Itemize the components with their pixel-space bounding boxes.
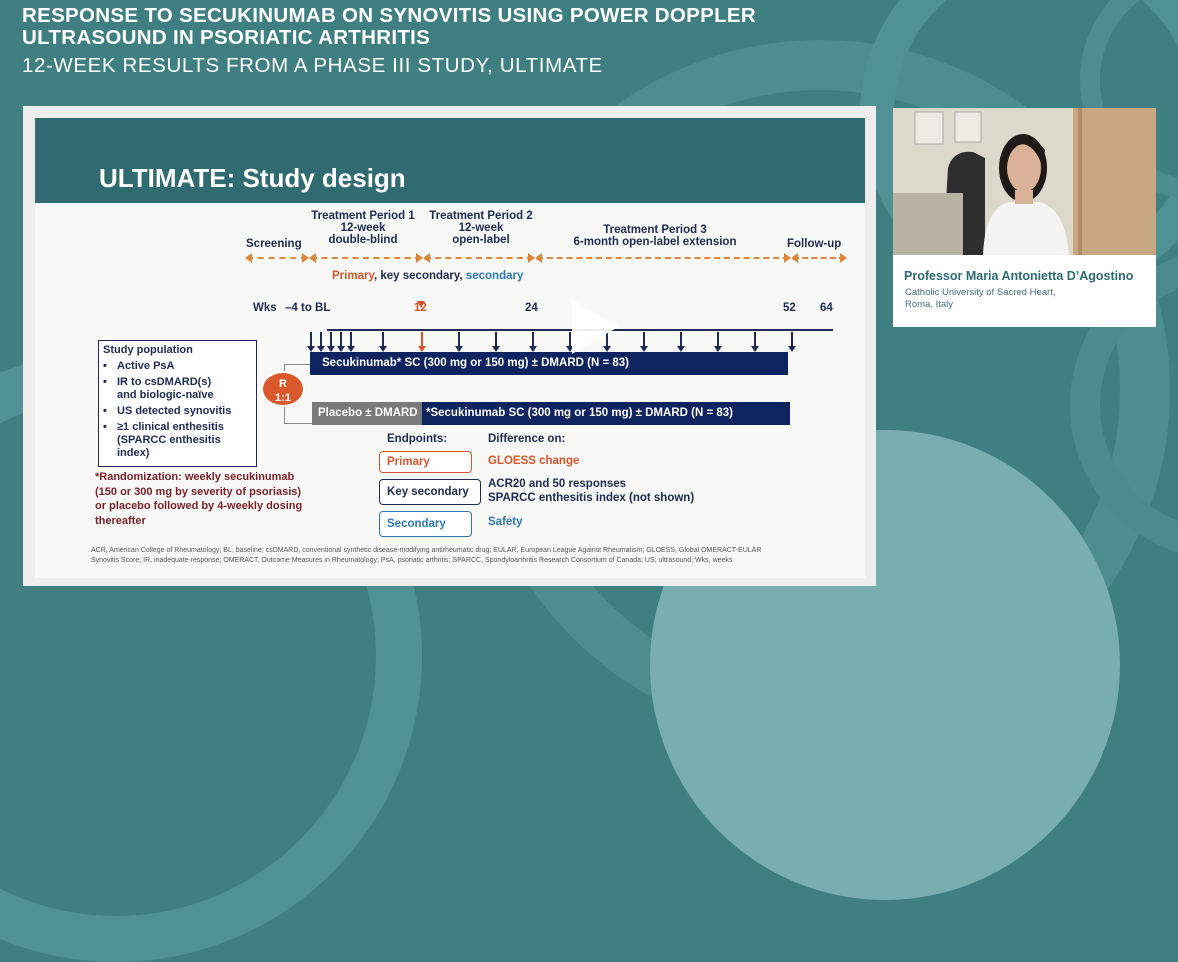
week-64: 64: [820, 302, 833, 314]
primary-endpoint-box: Primary: [379, 451, 472, 473]
key-secondary-endpoint-box: Key secondary: [379, 479, 481, 505]
key-secondary-endpoint-value: [488, 477, 694, 505]
randomization-note: [95, 470, 302, 528]
footnote-line: Synovitis Score; IR, inadequate response; OMERACT, Outcome Measures in Rheumatology; PsA, psoriatic arthritis; SPARCC, Spondyloarthritis Research Consortium of Canada; US, ultrasound; Wks, weeks: [91, 557, 733, 564]
period-screening: Screening: [246, 238, 302, 250]
week-52: 52: [783, 302, 796, 314]
week-baseline: –4 to BL: [285, 302, 331, 314]
period-1-duration: 12-week: [340, 222, 386, 234]
placebo-switch-arm-bar: *Secukinumab SC (300 mg or 150 mg) ± DMARD (N = 83): [422, 402, 790, 425]
period-2-title: Treatment Period 2: [429, 210, 533, 222]
population-item: • Active PsA: [103, 360, 175, 372]
primary-endpoint-value: GLOESS change: [488, 455, 580, 467]
week-12: 12: [414, 302, 427, 314]
arrow-screening: [247, 257, 307, 259]
population-item: • IR to csDMARD(s): [103, 376, 212, 388]
weeks-label: Wks: [253, 302, 277, 314]
week-24: 24: [525, 302, 538, 314]
study-population-title: Study population: [103, 344, 193, 356]
visit-tick: [791, 332, 793, 348]
population-item: • ≥1 clinical enthesitis: [103, 421, 224, 433]
visit-tick-week-12: [421, 332, 423, 348]
speaker-panel: [893, 108, 1156, 327]
slide: [35, 118, 865, 578]
population-item-cont: (SPARCC enthesitis: [117, 434, 221, 446]
secukinumab-arm-bar: Secukinumab* SC (300 mg or 150 mg) ± DMARD (N = 83): [310, 352, 788, 375]
visit-tick: [458, 332, 460, 348]
visit-tick: [754, 332, 756, 348]
randomization-ratio: 1:1: [275, 392, 291, 404]
period-followup: Follow-up: [787, 238, 842, 250]
randomization-note-line: thereafter: [95, 514, 146, 527]
key-secondary-value-line: ACR20 and 50 responses: [488, 478, 627, 490]
visit-tick: [310, 332, 312, 348]
visit-tick: [643, 332, 645, 348]
endpoint-legend: [332, 270, 523, 282]
arrow-period-2: [425, 257, 533, 259]
speaker-affiliation-line: Catholic University of Sacred Heart,: [905, 287, 1056, 298]
speaker-name: Professor Maria Antonietta D’Agostino: [904, 269, 1134, 283]
randomization-circle: [261, 371, 305, 407]
study-population-box: [98, 340, 257, 467]
period-2-duration: 12-week: [458, 222, 504, 234]
visit-tick: [680, 332, 682, 348]
arm-connector: [284, 364, 310, 365]
placebo-arm-bar: Placebo ± DMARD: [312, 402, 422, 425]
population-item-cont: and biologic-naïve: [117, 389, 214, 401]
period-1-title: Treatment Period 1: [311, 210, 415, 222]
endpoints-header: Endpoints:: [387, 433, 448, 445]
slide-footnote: [91, 546, 851, 566]
presentation-header: [22, 5, 756, 79]
period-1-label: [303, 210, 423, 246]
slide-title-bar: [35, 118, 865, 203]
visit-tick: [569, 332, 571, 348]
population-item: • US detected synovitis: [103, 405, 232, 417]
arrow-period-3: [537, 257, 789, 259]
slide-title: ULTIMATE: Study design: [99, 163, 406, 193]
visit-tick: [717, 332, 719, 348]
presentation-title-line2: ULTRASOUND IN PSORIATIC ARTHRITIS: [22, 26, 431, 49]
visit-tick: [340, 332, 342, 348]
slide-video-player[interactable]: [23, 106, 876, 586]
visit-tick: [382, 332, 384, 348]
visit-tick: [330, 332, 332, 348]
speaker-affiliation-line: Roma, Italy: [905, 299, 954, 310]
speaker-affiliation: [905, 287, 1055, 311]
period-2-label: [421, 210, 541, 246]
arrow-period-1: [311, 257, 421, 259]
presentation-title-line1: RESPONSE TO SECUKINUMAB ON SYNOVITIS USING POWER DOPPLER: [22, 4, 757, 27]
arm-connector: [284, 423, 312, 424]
legend-key-secondary: , key secondary,: [373, 270, 466, 282]
speaker-video[interactable]: [893, 108, 1156, 255]
visit-tick: [532, 332, 534, 348]
randomization-note-line: *Randomization: weekly secukinumab: [95, 471, 295, 483]
speaker-video-frame: [893, 108, 1156, 255]
visit-tick: [350, 332, 352, 348]
footnote-line: ACR, American College of Rheumatology; BL, baseline; csDMARD, conventional synthetic disease-modifying antirheumatic drug; EULAR, European League Against Rheumatism; GLOESS, Global OMERACT-EULAR: [91, 547, 762, 554]
play-icon[interactable]: [572, 300, 618, 354]
period-3-design: 6-month open-label extension: [573, 236, 737, 248]
secondary-endpoint-box: Secondary: [379, 511, 472, 537]
period-3-title: Treatment Period 3: [603, 224, 707, 236]
randomization-note-line: or placebo followed by 4-weekly dosing: [95, 500, 303, 512]
secondary-endpoint-value: Safety: [488, 516, 523, 528]
randomization-label: R: [279, 378, 287, 390]
visit-tick: [320, 332, 322, 348]
period-2-design: open-label: [452, 234, 510, 246]
presentation-subtitle: 12-WEEK RESULTS FROM A PHASE III STUDY, ULTIMATE: [22, 54, 603, 77]
legend-primary: Primary: [332, 270, 374, 282]
key-secondary-value-line: SPARCC enthesitis index (not shown): [488, 492, 695, 504]
visit-tick: [495, 332, 497, 348]
randomization-note-line: (150 or 300 mg by severity of psoriasis): [95, 485, 302, 498]
period-1-design: double-blind: [328, 234, 398, 246]
population-item-cont: index): [117, 447, 150, 459]
legend-secondary: secondary: [465, 270, 524, 282]
arrow-followup: [793, 257, 845, 259]
period-3-label: [555, 224, 755, 248]
difference-header: Difference on:: [488, 433, 566, 445]
